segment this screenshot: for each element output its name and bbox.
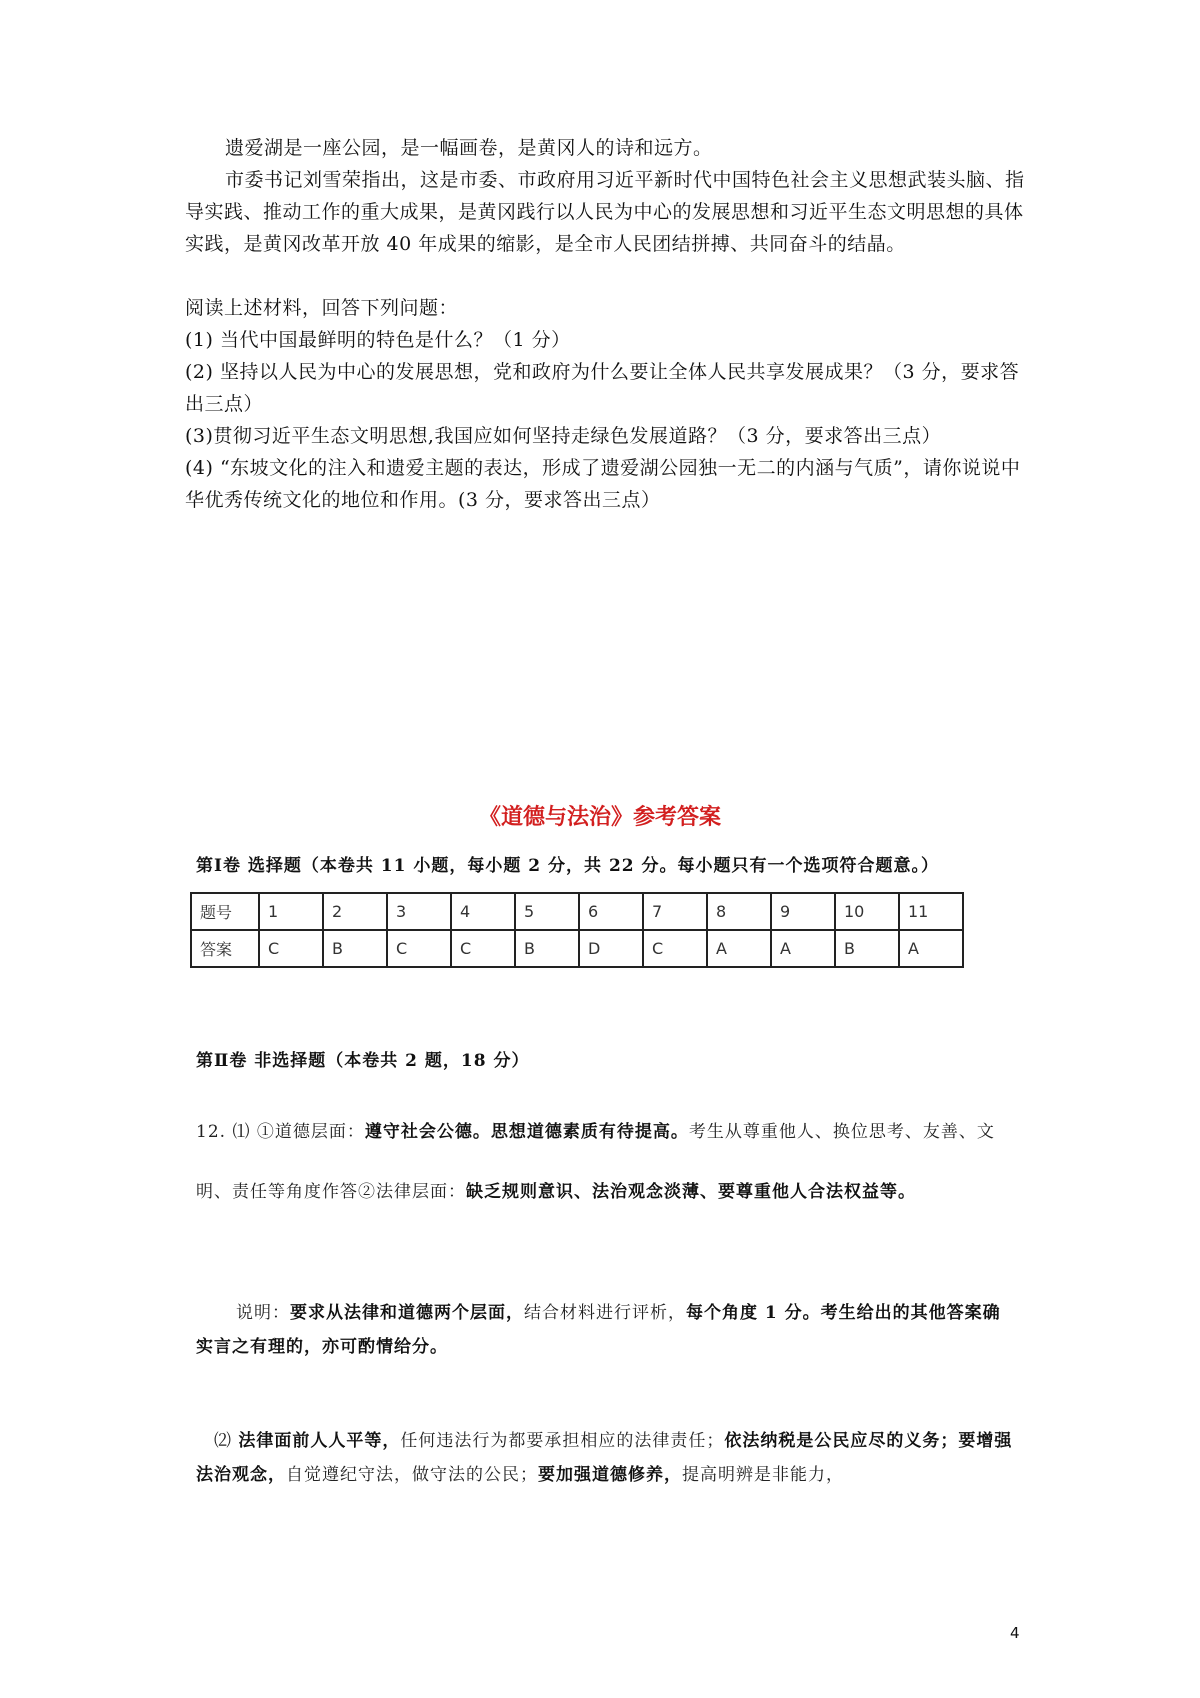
answer-12-2-text: ⑵ [214, 1431, 239, 1451]
answer-cell: D [579, 930, 643, 967]
answer-cell: A [707, 930, 771, 967]
answer-cell: B [835, 930, 899, 967]
answer-cell: B [323, 930, 387, 967]
answer-cell: A [899, 930, 963, 967]
answer-12-1-text: 考生从尊重他人、换位思考、友善、文明、责任等角度作答②法律层面： [196, 1122, 995, 1202]
answer-12-1 [196, 1102, 1016, 1222]
page-number: 4 [1010, 1624, 1020, 1642]
question-2: (2) 坚持以人民为中心的发展思想，党和政府为什么要让全体人民共享发展成果？（3 分，要求答出三点） [185, 361, 1020, 415]
question-number-cell: 4 [451, 893, 515, 930]
answer-12-1-key-point: 缺乏规则意识、法治观念淡薄、要尊重他人合法权益等。 [466, 1182, 916, 1202]
question-number-cell: 11 [899, 893, 963, 930]
material-paragraph-2: 市委书记刘雪荣指出，这是市委、市政府用习近平新时代中国特色社会主义思想武装头脑、指导实践、推动工作的重大成果，是黄冈践行以人民为中心的发展思想和习近平生态文明思想的具体实践，是黄冈改革开放 40 年成果的缩影，是全市人民团结拼搏、共同奋斗的结晶。 [185, 169, 1025, 255]
answer-cell: B [515, 930, 579, 967]
answer-12-2-key-point: 依法纳税是公民应尽的义务；要增强法治观念， [196, 1431, 1013, 1485]
answer-12-2-key-point: 要加强道德修养， [538, 1465, 682, 1485]
answer-12-2 [196, 1424, 1016, 1492]
question-number-cell: 2 [323, 893, 387, 930]
question-4: (4) “东坡文化的注入和遗爱主题的表达，形成了遗爱湖公园独一无二的内涵与气质”，请你说说中华优秀传统文化的地位和作用。(3 分，要求答出三点） [185, 457, 1021, 511]
answer-key-title: 《道德与法治》参考答案 [478, 804, 721, 830]
question-number-cell: 9 [771, 893, 835, 930]
answer-cell: C [451, 930, 515, 967]
question-1: (1) 当代中国最鲜明的特色是什么？（1 分） [185, 329, 571, 351]
answer-table [190, 892, 964, 968]
answer-cell: C [643, 930, 707, 967]
scoring-note-text: 结合材料进行评析， [524, 1303, 686, 1323]
answer-cell: C [259, 930, 323, 967]
scoring-note-key-point: 每个角度 1 分。考生给出的其他答案确实言之有理的，亦可酌情给分。 [196, 1303, 1001, 1357]
question-prompt: 阅读上述材料，回答下列问题： [185, 297, 459, 319]
scoring-note-key-point: 要求从法律和道德两个层面， [290, 1303, 524, 1323]
answer-cell: A [771, 930, 835, 967]
question-3: (3)贯彻习近平生态文明思想,我国应如何坚持走绿色发展道路？（3 分，要求答出三点） [185, 425, 942, 447]
question-number-cell: 1 [259, 893, 323, 930]
question-number-cell: 7 [643, 893, 707, 930]
answer-12-2-text: 自觉遵纪守法，做守法的公民； [286, 1465, 538, 1485]
answer-12-2-text: 任何违法行为都要承担相应的法律责任； [400, 1431, 725, 1451]
question-number-cell: 5 [515, 893, 579, 930]
scoring-note-text: 说明： [236, 1303, 290, 1323]
question-number-cell: 6 [579, 893, 643, 930]
answer-table-label-numbers: 题号 [191, 893, 259, 930]
answer-12-1-text: 12. ⑴ ①道德层面： [196, 1122, 365, 1142]
answer-table-label-answers: 答案 [191, 930, 259, 967]
answer-cell: C [387, 930, 451, 967]
material-paragraph-1: 遗爱湖是一座公园，是一幅画卷，是黄冈人的诗和远方。 [225, 137, 713, 159]
question-number-cell: 8 [707, 893, 771, 930]
question-number-cell: 3 [387, 893, 451, 930]
answer-table-row-answers [191, 930, 963, 967]
answer-12-2-text: 提高明辨是非能力， [682, 1465, 844, 1485]
answer-12-2-key-point: 法律面前人人平等， [238, 1431, 401, 1451]
section-2-heading: 第Ⅱ卷 非选择题（本卷共 2 题，18 分） [196, 1051, 530, 1071]
section-1-heading: 第Ⅰ卷 选择题（本卷共 11 小题，每小题 2 分，共 22 分。每小题只有一个选项符合题意。） [196, 856, 940, 876]
answer-table-row-numbers [191, 893, 963, 930]
answer-12-1-key-point: 遵守社会公德。思想道德素质有待提高。 [364, 1122, 689, 1142]
scoring-note [196, 1296, 1016, 1364]
question-number-cell: 10 [835, 893, 899, 930]
